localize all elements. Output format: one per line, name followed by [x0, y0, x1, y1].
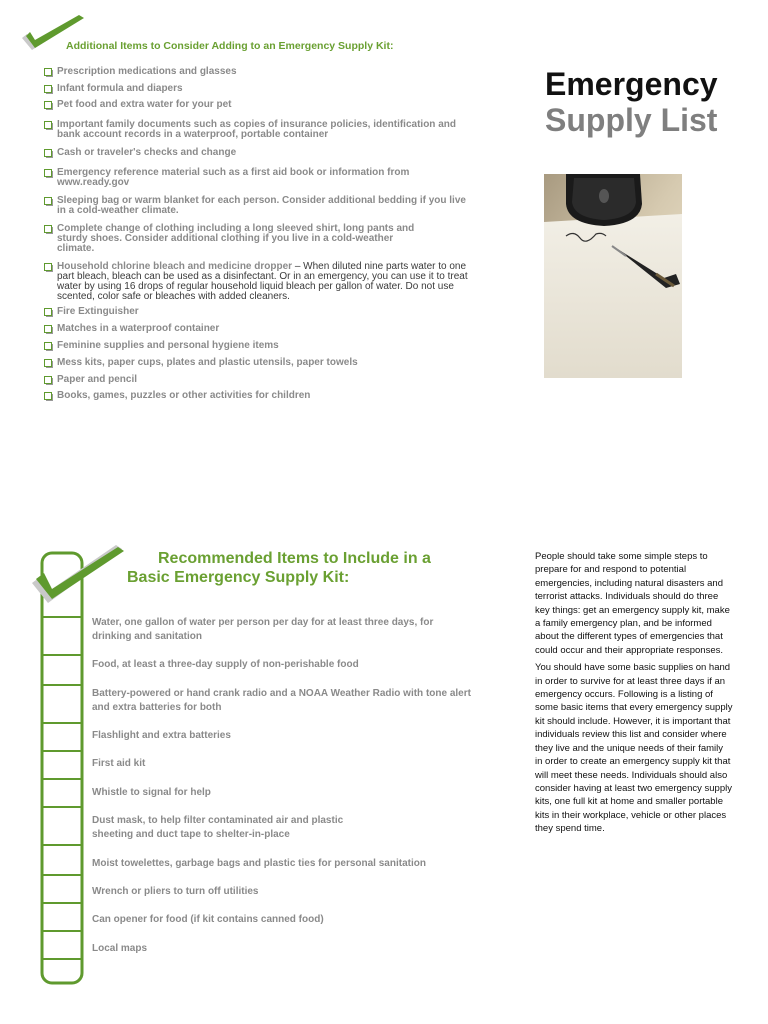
intro-paragraph-2: You should have some basic supplies on hand in order to survive for at least three days if an emergency occurs. Following is a listing of some basic items that every emergency supply kit should include. However, it is important that individuals review this list and consider where they live and the unique needs of their family in order to create an emergency supply kit that will meet these needs. Individuals should also consider having at least two emergency supply kits, one full kit at home and smaller portable kits in their workplace, vehicle or other places they spend time.	[535, 662, 733, 835]
recommended-item: Whistle to signal for help	[92, 787, 211, 798]
recommended-items-heading: Recommended Items to Include in a Basic Emergency Supply Kit:	[127, 550, 431, 586]
list-item: Prescription medications and glasses	[44, 67, 474, 77]
recommended-item: First aid kit	[92, 758, 146, 769]
recommended-item: Wrench or pliers to turn off utilities	[92, 886, 259, 897]
checkbox-icon	[44, 263, 53, 272]
list-item: Mess kits, paper cups, plates and plastic utensils, paper towels	[44, 358, 474, 368]
title-line-1: Emergency	[545, 66, 718, 102]
recommended-item: Can opener for food (if kit contains canned food)	[92, 914, 324, 925]
list-item: Infant formula and diapers	[44, 84, 474, 94]
checkbox-icon	[44, 342, 53, 351]
intro-text	[535, 550, 733, 840]
list-item: Fire Extinguisher	[44, 307, 474, 317]
checkbox-icon	[44, 68, 53, 77]
checkbox-icon	[44, 359, 53, 368]
checkbox-icon	[44, 101, 53, 110]
additional-items-list	[44, 67, 474, 401]
list-item: Books, games, puzzles or other activities for children	[44, 391, 474, 401]
recommended-item: Water, one gallon of water per person per day for at least three days, for drinking and sanitation	[92, 617, 434, 642]
list-item: Complete change of clothing including a long sleeved shirt, long pants and sturdy shoes. Consider additional clothing if you live in a cold-weather climate.	[44, 224, 417, 254]
additional-items-heading: Additional Items to Consider Adding to an Emergency Supply Kit:	[66, 40, 394, 52]
title-block	[545, 66, 718, 138]
intro-paragraph-1: People should take some simple steps to prepare for and respond to potential emergencies, including natural disasters and terrorist attacks. Individuals should do three key things: get an emergency supply kit, make a family emergency plan, and be informed about the different types of emergencies that could occur and their appropriate responses.	[535, 551, 730, 656]
checkbox-icon	[44, 149, 53, 158]
list-item: Cash or traveler's checks and change	[44, 148, 474, 158]
checkbox-icon	[44, 225, 53, 234]
list-item: Household chlorine bleach and medicine dropper – When diluted nine parts water to one part bleach, bleach can be used as a disinfectant. Or in an emergency, you can use it to treat water by using 16 drops of regular household liquid bleach per gallon of water. Do not use scented, color safe or bleaches with added cleaners.	[44, 262, 474, 302]
recommended-item: Moist towelettes, garbage bags and plastic ties for personal sanitation	[92, 858, 426, 869]
recommended-item: Flashlight and extra batteries	[92, 730, 231, 741]
list-item: Emergency reference material such as a first aid book or information from www.ready.gov	[44, 168, 474, 188]
title-line-2: Supply List	[545, 102, 718, 138]
list-item: Sleeping bag or warm blanket for each person. Consider additional bedding if you live in a cold-weather climate.	[44, 196, 474, 216]
recommended-item: Local maps	[92, 943, 148, 954]
checkbox-icon	[44, 392, 53, 401]
list-item: Important family documents such as copies of insurance policies, identification and bank account records in a waterproof, portable container	[44, 120, 474, 140]
checkbox-icon	[44, 85, 53, 94]
pen-and-paper-photo	[544, 174, 682, 378]
list-item: Pet food and extra water for your pet	[44, 100, 474, 110]
recommended-item: Food, at least a three-day supply of non-perishable food	[92, 659, 359, 670]
checkbox-icon	[44, 169, 53, 178]
recommended-item: Dust mask, to help filter contaminated air and plastic sheeting and duct tape to shelter-in-place	[92, 815, 344, 840]
list-item: Paper and pencil	[44, 375, 474, 385]
list-item: Feminine supplies and personal hygiene items	[44, 341, 474, 351]
list-item: Matches in a waterproof container	[44, 324, 474, 334]
checkbox-icon	[44, 376, 53, 385]
checkbox-icon	[44, 121, 53, 130]
recommended-item: Battery-powered or hand crank radio and a NOAA Weather Radio with tone alert and extra batteries for both	[92, 688, 471, 713]
checkbox-icon	[44, 308, 53, 317]
checkbox-icon	[44, 325, 53, 334]
checkbox-icon	[44, 197, 53, 206]
